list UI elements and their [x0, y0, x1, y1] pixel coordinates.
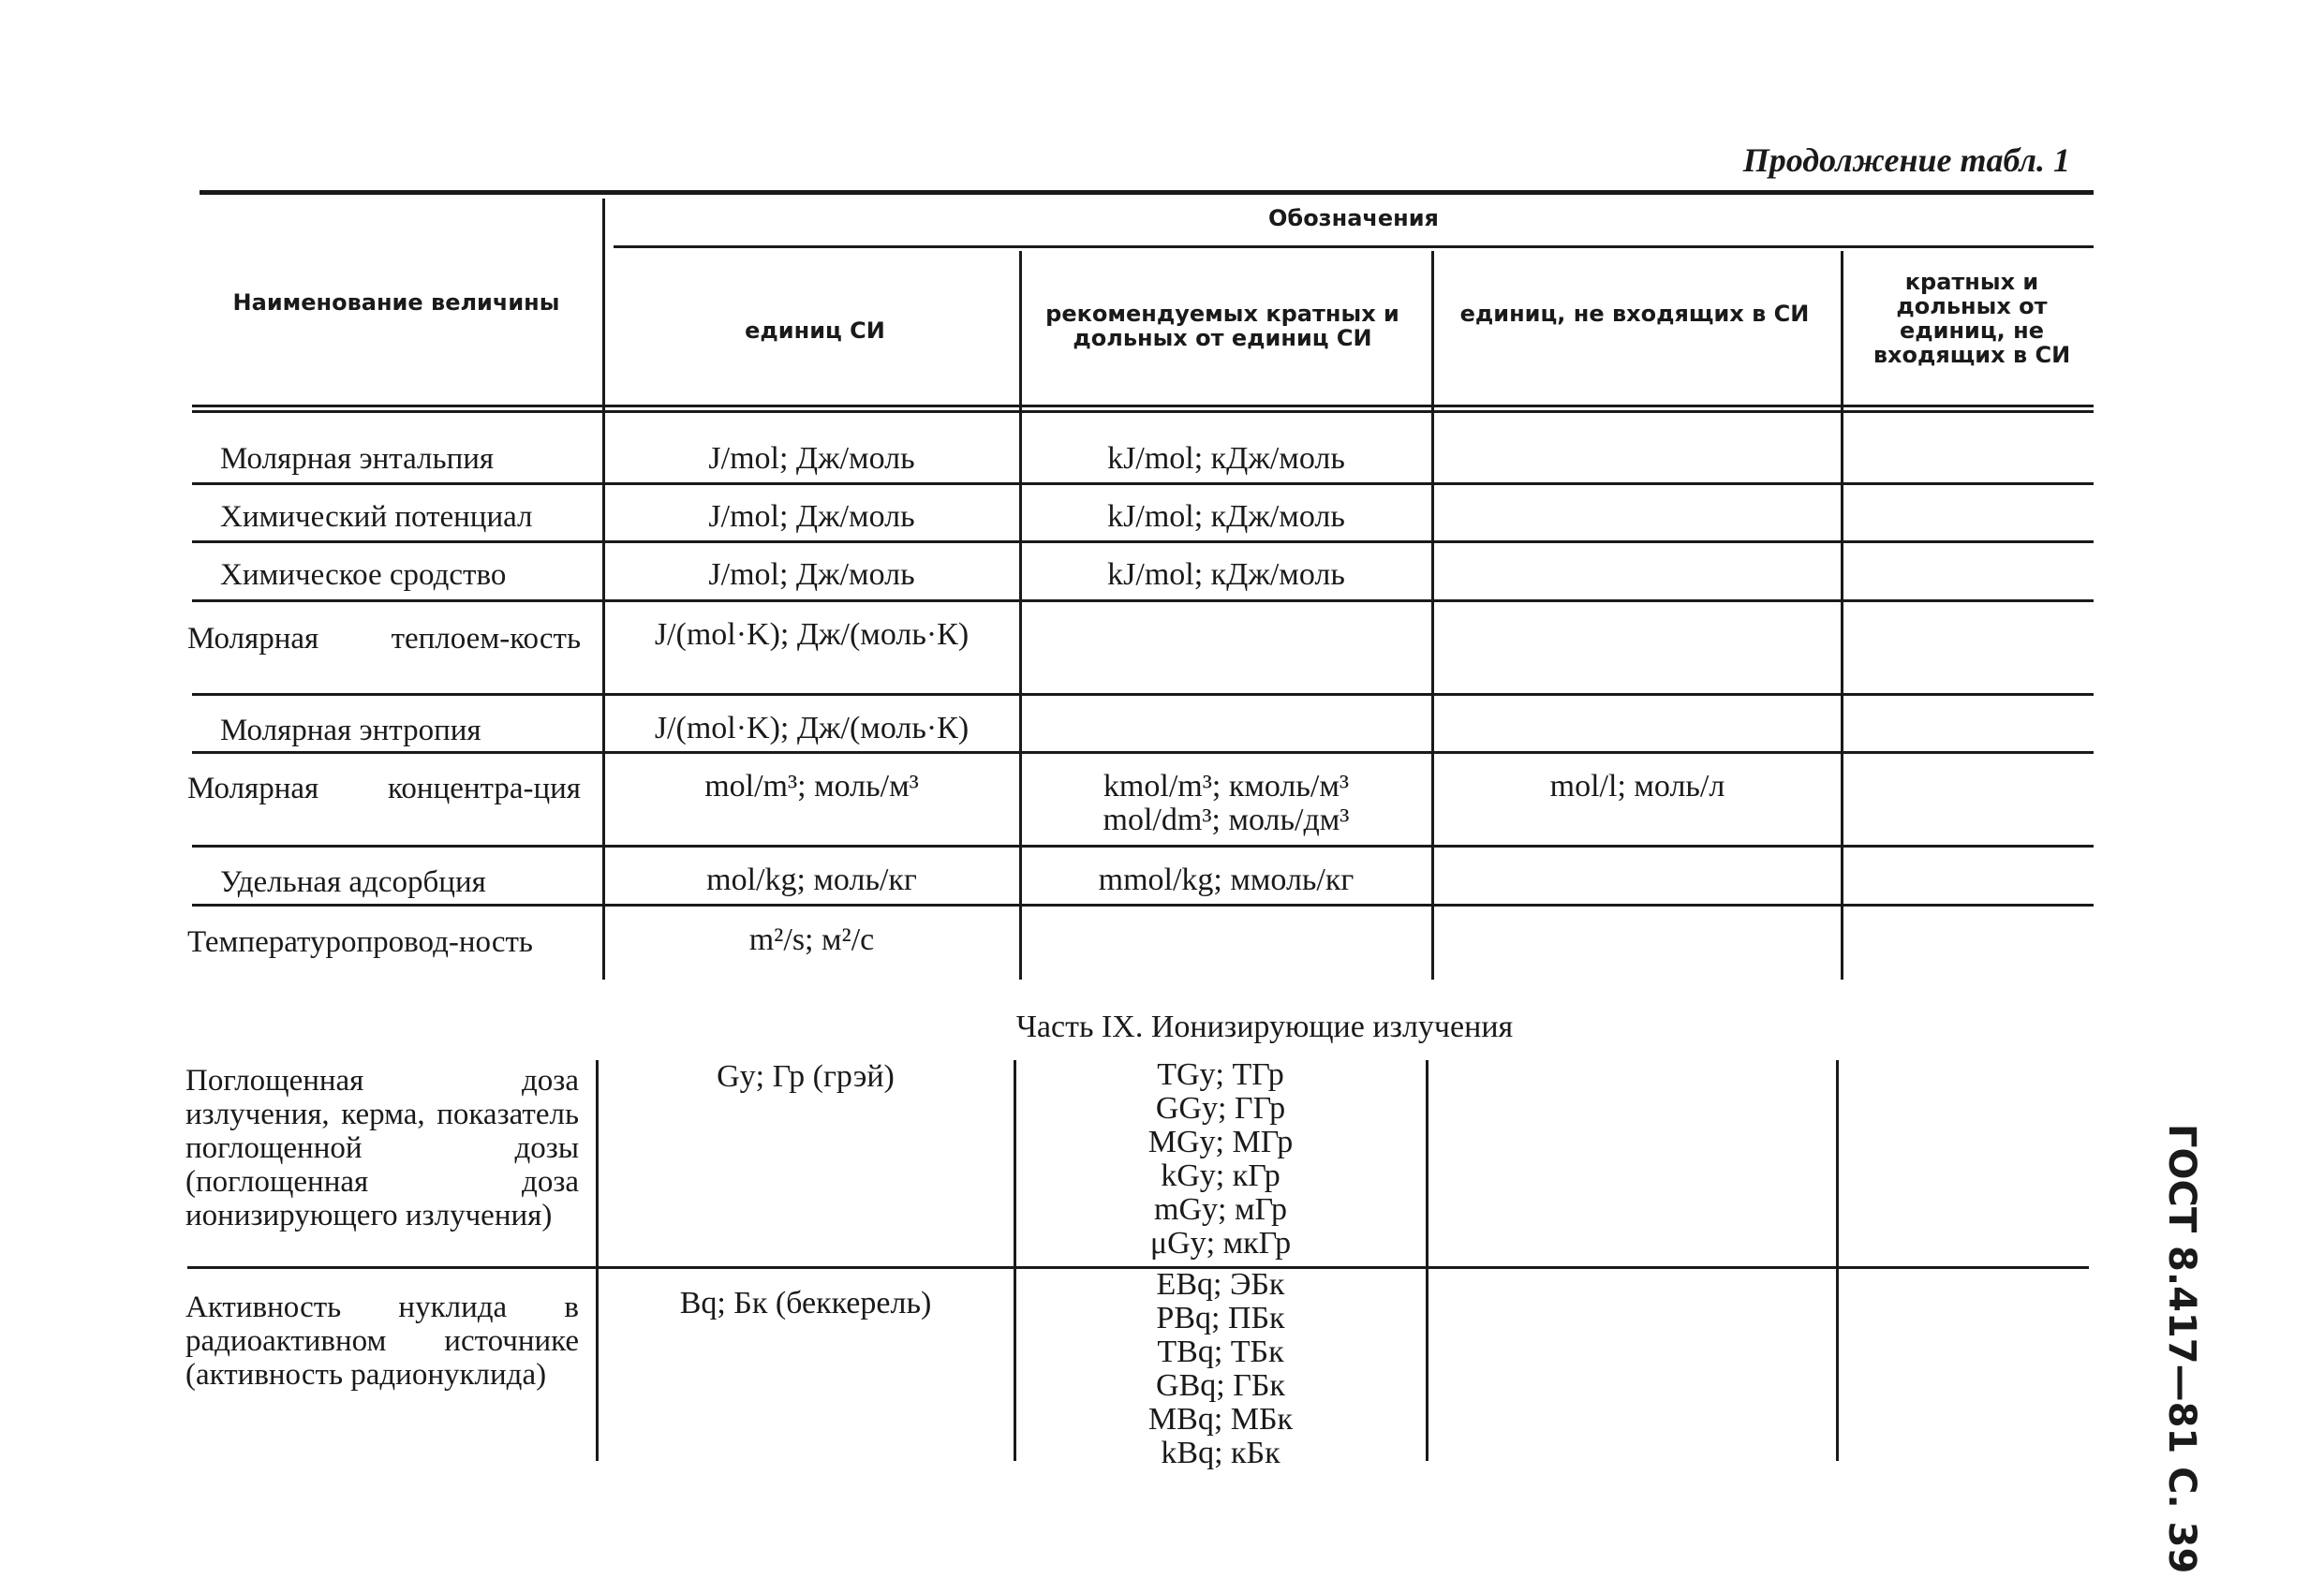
row-rule — [192, 751, 2094, 754]
row-si: J/mol; Дж/моль — [708, 441, 915, 476]
row-si: Bq; Бк (беккерель) — [679, 1286, 932, 1320]
col-divider-2-lower — [1014, 1060, 1016, 1461]
row-name: Активность нуклида в радиоактивном источнике (активность радионуклида) — [185, 1291, 579, 1392]
page-side-label: ГОСТ 8.417—81 С. 39 — [2160, 1124, 2203, 1574]
row-si: mol/kg; моль/кг — [706, 863, 917, 897]
header-bottom-rule-1 — [192, 405, 2094, 407]
row-si: Gy; Гр (грэй) — [717, 1059, 895, 1094]
header-col-mult-non-si: кратных и дольных от единиц, не входящих в СИ — [1873, 269, 2071, 368]
header-group: Обозначения — [1268, 205, 1439, 231]
header-group-rule — [614, 245, 2094, 248]
row-name: Поглощенная доза излучения, керма, показатель поглощенной дозы (поглощенная доза ионизирующего излучения) — [185, 1064, 579, 1232]
row-rule — [192, 845, 2094, 848]
row-si: mol/m³; моль/м³ — [704, 769, 919, 804]
row-rec: mmol/kg; ммоль/кг — [1098, 863, 1354, 897]
row-name: Молярная энтропия — [220, 714, 481, 747]
row-name: Молярная концентра-ция — [187, 772, 581, 805]
row-rule — [192, 482, 2094, 485]
header-bottom-rule-2 — [192, 410, 2094, 413]
table-continuation-caption: Продолжение табл. 1 — [1742, 141, 2070, 179]
row-rec: kJ/mol; кДж/моль — [1107, 441, 1345, 476]
header-name: Наименование величины — [232, 289, 560, 316]
row-non-si: mol/l; моль/л — [1549, 769, 1725, 804]
row-si: J/(mol·K); Дж/(моль·К) — [654, 711, 970, 745]
row-name: Молярная теплоем-кость — [187, 622, 581, 656]
col-divider-2 — [1019, 251, 1022, 980]
row-rec: EBq; ЭБк PBq; ПБк TBq; ТБк GBq; ГБк MBq; МБк kBq; кБк — [1147, 1267, 1294, 1470]
row-rule — [192, 599, 2094, 602]
row-rule — [192, 693, 2094, 696]
row-si: J/(mol·K); Дж/(моль·К) — [654, 617, 970, 652]
row-name: Химический потенциал — [220, 500, 533, 534]
row-name: Удельная адсорбция — [220, 865, 486, 899]
row-rec: TGy; ТГр GGy; ГГр MGy; МГр kGy; кГр mGy; мГр μGy; мкГр — [1147, 1057, 1294, 1261]
header-col-rec: рекомендуемых кратных и дольных от единиц СИ — [1045, 301, 1399, 351]
row-name: Молярная энтальпия — [220, 442, 495, 476]
row-name: Температуропровод-ность — [187, 925, 533, 959]
col-divider-4 — [1841, 251, 1843, 980]
row-name: Химическое сродство — [220, 558, 507, 592]
col-divider-3-lower — [1426, 1060, 1428, 1461]
row-si: J/mol; Дж/моль — [708, 499, 915, 534]
col-divider-3 — [1431, 251, 1434, 980]
header-col-si: единиц СИ — [745, 317, 885, 344]
header-col-non-si: единиц, не входящих в СИ — [1459, 301, 1810, 327]
section-title: Часть IX. Ионизирующие излучения — [1015, 1010, 1514, 1044]
row-rec: kJ/mol; кДж/моль — [1107, 557, 1345, 592]
row-rec: kmol/m³; кмоль/м³ mol/dm³; моль/дм³ — [1103, 769, 1350, 837]
col-divider-1 — [602, 199, 605, 980]
row-si: m²/s; м²/с — [748, 922, 875, 957]
col-divider-4-lower — [1836, 1060, 1839, 1461]
col-divider-1-lower — [596, 1060, 599, 1461]
table-top-rule — [200, 190, 2094, 195]
row-si: J/mol; Дж/моль — [708, 557, 915, 592]
row-rec: kJ/mol; кДж/моль — [1107, 499, 1345, 534]
row-rule — [192, 540, 2094, 543]
row-rule — [192, 904, 2094, 907]
